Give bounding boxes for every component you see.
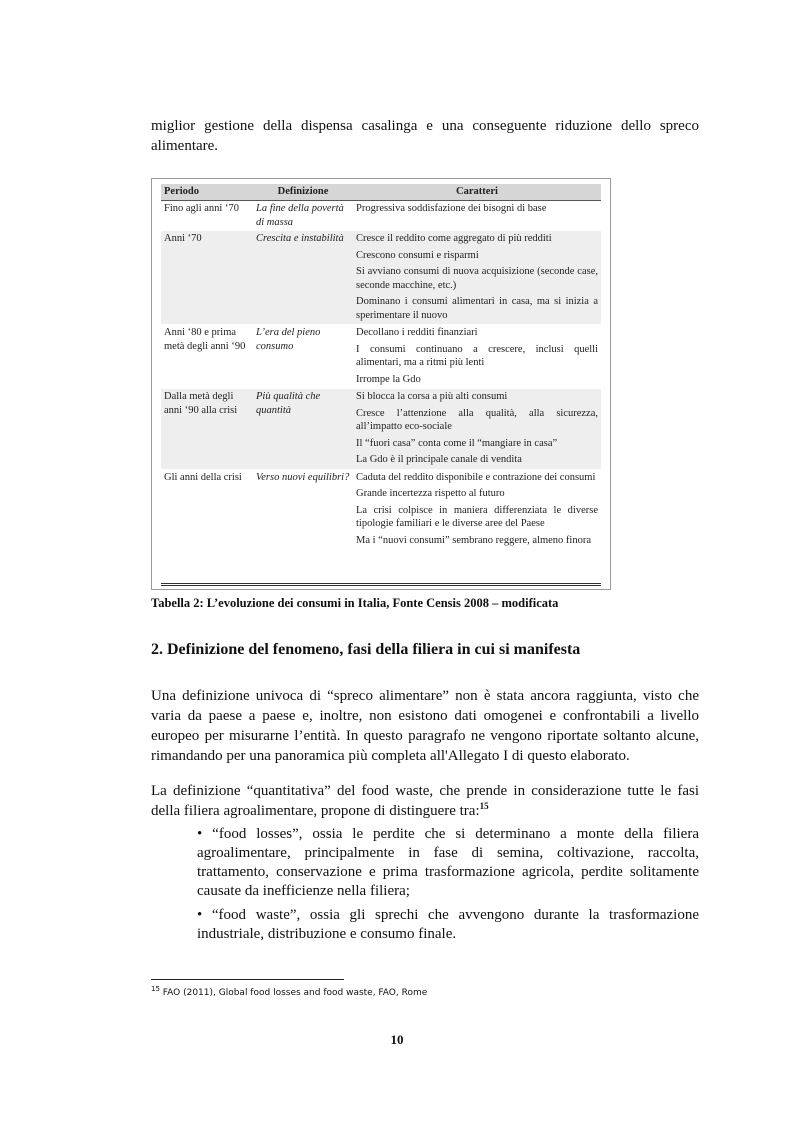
table-header-row <box>161 184 601 201</box>
caratteri-item: Cresce il reddito come aggregato di più redditi <box>356 233 552 244</box>
caratteri-item: Si avviano consumi di nuova acquisizione (seconde case, seconde macchine, etc.) <box>356 266 598 291</box>
table-row <box>161 389 601 470</box>
footnote-number: 15 <box>151 985 160 993</box>
caratteri-item: I consumi continuano a crescere, inclusi quelli alimentari, ma a ritmi più lenti <box>356 343 598 368</box>
intro-paragraph: miglior gestione della dispensa casalinga e una conseguente riduzione dello spreco alimentare. <box>151 118 699 154</box>
caratteri-item: Grande incertezza rispetto al futuro <box>356 488 505 499</box>
table-row <box>161 325 601 389</box>
caratteri-item: Progressiva soddisfazione dei bisogni di base <box>356 203 547 214</box>
caratteri-cell <box>353 325 601 389</box>
caratteri-cell <box>353 231 601 325</box>
footnote-reference: 15 <box>479 801 489 811</box>
caratteri-cell <box>353 389 601 470</box>
caratteri-item: La Gdo è il principale canale di vendita <box>356 454 522 465</box>
page-number: 10 <box>390 1032 404 1047</box>
caratteri-cell <box>353 469 601 549</box>
footnote-separator <box>151 979 344 980</box>
caratteri-item: Crescono consumi e risparmi <box>356 249 479 261</box>
table-row <box>161 469 601 549</box>
header-definizione: Definizione <box>253 184 353 201</box>
footnote <box>151 985 428 998</box>
footnote-text: FAO (2011), Global food losses and food waste, FAO, Rome <box>162 988 428 998</box>
section-heading: 2. Definizione del fenomeno, fasi della filiera in cui si manifesta <box>151 641 581 658</box>
caratteri-item: Dominano i consumi alimentari in casa, ma si inizia a sperimentare il nuovo <box>356 296 598 321</box>
table-caption: Tabella 2: L’evoluzione dei consumi in Italia, Fonte Censis 2008 – modificata <box>151 596 559 610</box>
table-row <box>161 201 601 231</box>
list-item: • “food losses”, ossia le perdite che si determinano a monte della filiera agroalimentare, principalmente in fase di semina, coltivazione, raccolta, trattamento, conservazione e prima trasformazione agricola, perdite solitamente causate da inefficienze nella filiera; <box>197 826 699 899</box>
periodo-cell: Gli anni della crisi <box>161 469 253 549</box>
table-row <box>161 231 601 325</box>
paragraph-text: La definizione “quantitativa” del food waste, che prende in considerazione tutte le fasi della filiera agroalimentare, propone di distinguere tra: <box>151 783 699 819</box>
definizione-cell: La fine della povertà di massa <box>256 203 344 228</box>
caratteri-item: Decollano i redditi finanziari <box>356 327 478 338</box>
bullet-list <box>197 825 699 949</box>
periodo-cell: Fino agli anni ‘70 <box>164 203 239 214</box>
caratteri-cell <box>353 201 601 231</box>
header-periodo: Periodo <box>161 184 253 201</box>
periodo-cell: Dalla metà degli anni ‘90 alla crisi <box>161 389 253 470</box>
list-item: • “food waste”, ossia gli sprechi che avvengono durante la trasformazione industriale, distribuzione e consumo finale. <box>197 907 699 942</box>
header-caratteri: Caratteri <box>353 184 601 201</box>
periodo-cell: Anni ‘80 e prima metà degli anni ‘90 <box>161 325 253 389</box>
caratteri-item: Si blocca la corsa a più alti consumi <box>356 391 508 402</box>
caratteri-item: Cresce l’attenzione alla qualità, alla sicurezza, all’impatto eco-sociale <box>356 407 598 432</box>
body-paragraph: Una definizione univoca di “spreco alimentare” non è stata ancora raggiunta, visto che varia da paese a paese e, inoltre, non esistono dati omogenei e confrontabili a livello europeo per misurarne l’entità. In questo paragrafo ne vengono riportate soltanto alcune, rimandando per una panoramica più completa all'Allegato I di questo elaborato. <box>151 688 699 764</box>
definizione-cell: Crescita e instabilità <box>253 231 353 325</box>
caratteri-item: Il “fuori casa” conta come il “mangiare in casa” <box>356 437 558 449</box>
body-paragraph <box>151 781 699 821</box>
consumption-table <box>161 184 601 549</box>
table-figure <box>151 178 611 590</box>
definizione-cell: Più qualità che quantità <box>253 389 353 470</box>
definizione-cell: Verso nuovi equilibri? <box>253 469 353 549</box>
caratteri-item: La crisi colpisce in maniera differenziata le diverse tipologie familiari e le diverse aree del Paese <box>356 504 598 529</box>
table-bottom-rule <box>161 583 601 586</box>
definizione-cell: L’era del pieno consumo <box>253 325 353 389</box>
caratteri-item: Ma i “nuovi consumi” sembrano reggere, almeno finora <box>356 534 592 546</box>
caratteri-item: Caduta del reddito disponibile e contrazione dei consumi <box>356 471 596 483</box>
periodo-cell: Anni ‘70 <box>161 231 253 325</box>
caratteri-item: Irrompe la Gdo <box>356 373 421 385</box>
